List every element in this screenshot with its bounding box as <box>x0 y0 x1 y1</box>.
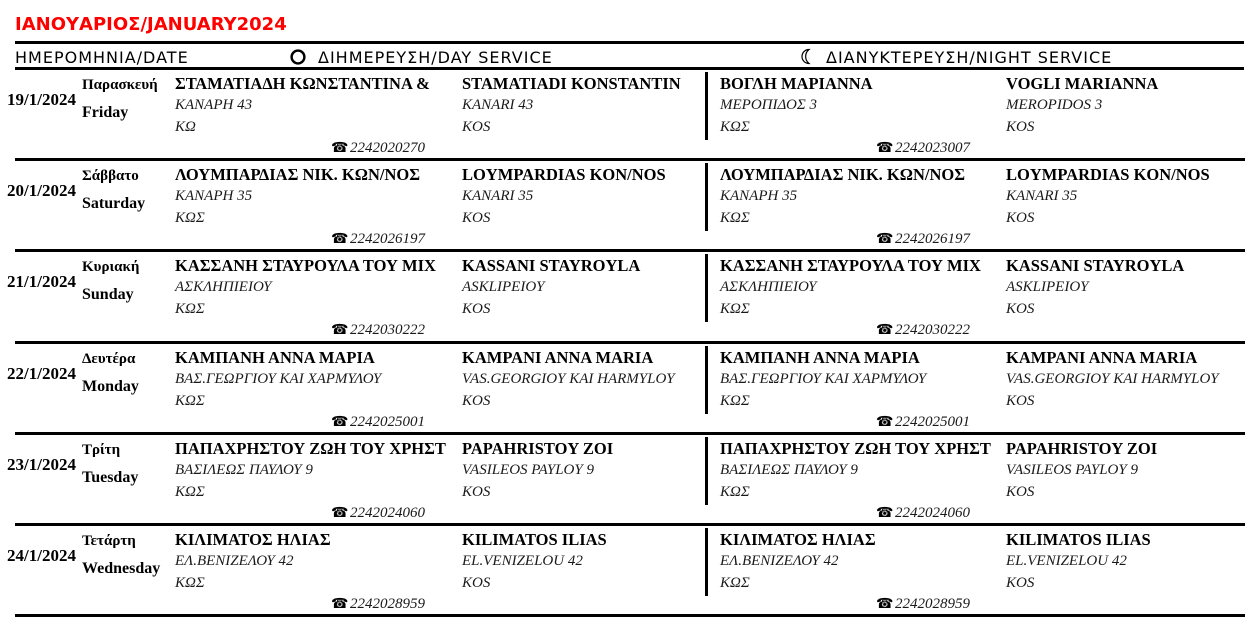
phone-number: 2242030222 <box>895 322 970 339</box>
schedule-table <box>0 70 1257 617</box>
pharmacy-name-greek: ΚΑΜΠΑΝΗ ΑΝΝΑ ΜΑΡΙΑ <box>720 347 920 367</box>
phone-number: 2242020270 <box>350 140 425 156</box>
pharmacy-address-latin: EL.VENIZELOU 42 <box>462 552 583 569</box>
row-separator <box>15 614 1245 617</box>
schedule-row <box>0 70 1257 161</box>
pharmacy-name-latin: PAPAHRISTOY ZOI <box>462 438 614 458</box>
day-service-pharmacy <box>175 344 695 432</box>
pharmacy-phone <box>331 139 425 157</box>
moon-icon <box>799 48 813 65</box>
day-night-divider <box>705 346 708 414</box>
telephone-icon <box>331 139 347 157</box>
telephone-icon <box>876 595 892 613</box>
pharmacy-phone <box>331 504 425 522</box>
pharmacy-city-greek: ΚΩΣ <box>720 392 750 409</box>
weekday-greek: Παρασκευή <box>82 77 158 93</box>
pharmacy-city-latin: KOS <box>462 392 491 409</box>
day-service-header: ΔΙΗΜΕΡΕΥΣΗ/DAY SERVICE <box>318 48 553 67</box>
pharmacy-phone <box>331 595 425 613</box>
pharmacy-name-latin: VOGLI MARIANNA <box>1006 74 1159 93</box>
pharmacy-address-latin: VASILEOS PAYLOY 9 <box>462 461 594 478</box>
telephone-icon <box>331 230 347 248</box>
telephone-icon <box>331 321 347 339</box>
pharmacy-address-greek: ΑΣΚΛΗΠΙΕΙΟΥ <box>720 279 817 296</box>
pharmacy-city-latin: KOS <box>462 210 491 227</box>
pharmacy-city-greek: ΚΩΣ <box>720 119 750 135</box>
schedule-row <box>0 526 1257 617</box>
pharmacy-address-latin: VAS.GEORGIOY KAI HARMYLOY <box>1006 370 1219 387</box>
pharmacy-name-greek: ΛΟΥΜΠΑΡΔΙΑΣ ΝΙΚ. ΚΩΝ/ΝΟΣ <box>175 165 421 185</box>
phone-number: 2242024060 <box>895 504 970 521</box>
pharmacy-name-greek: ΚΑΣΣΑΝΗ ΣΤΑΥΡΟΥΛΑ ΤΟΥ ΜΙΧ <box>720 256 981 276</box>
night-service-pharmacy <box>720 161 1250 249</box>
weekday-english: Monday <box>82 377 139 395</box>
pharmacy-phone <box>876 230 970 248</box>
row-date: 19/1/2024 <box>7 90 76 109</box>
sun-icon <box>290 49 306 65</box>
pharmacy-name-latin: KILIMATOS ILIAS <box>1006 529 1151 549</box>
pharmacy-address-greek: ΑΣΚΛΗΠΙΕΙΟΥ <box>175 279 272 296</box>
pharmacy-address-latin: MEROPIDOS 3 <box>1006 97 1103 113</box>
pharmacy-address-latin: KANARI 35 <box>1006 188 1078 205</box>
page-title: ΙΑΝΟΥΑΡΙΟΣ/JANUARY2024 <box>15 14 287 35</box>
pharmacy-phone <box>876 321 970 339</box>
night-service-pharmacy <box>720 435 1250 523</box>
pharmacy-address-greek: ΒΑΣ.ΓΕΩΡΓΙΟΥ ΚΑΙ ΧΑΡΜΥΛΟΥ <box>175 370 382 387</box>
pharmacy-city-greek: ΚΩΣ <box>720 301 750 318</box>
weekday-english: Tuesday <box>82 468 139 486</box>
row-date: 24/1/2024 <box>7 545 76 565</box>
pharmacy-address-latin: ASKLIPEIOY <box>1006 279 1089 296</box>
weekday-english: Saturday <box>82 195 146 213</box>
telephone-icon <box>876 321 892 339</box>
row-date: 21/1/2024 <box>7 272 76 292</box>
pharmacy-name-latin: PAPAHRISTOY ZOI <box>1006 438 1158 458</box>
row-date: 22/1/2024 <box>7 363 76 383</box>
day-night-divider <box>705 163 708 231</box>
schedule-row <box>0 161 1257 252</box>
pharmacy-name-greek: ΛΟΥΜΠΑΡΔΙΑΣ ΝΙΚ. ΚΩΝ/ΝΟΣ <box>720 165 966 185</box>
phone-number: 2242030222 <box>350 322 425 339</box>
weekday-english: Wednesday <box>82 559 161 577</box>
pharmacy-city-greek: ΚΩΣ <box>720 483 750 500</box>
day-night-divider <box>705 437 708 505</box>
day-service-pharmacy <box>175 435 695 523</box>
day-night-divider <box>705 72 708 140</box>
telephone-icon <box>876 504 892 522</box>
row-date: 23/1/2024 <box>7 454 76 474</box>
weekday-greek: Κυριακή <box>82 259 140 276</box>
header-top-rule <box>15 41 1244 44</box>
weekday-english: Sunday <box>82 286 134 304</box>
pharmacy-address-greek: ΒΑΣΙΛΕΩΣ ΠΑΥΛΟΥ 9 <box>175 461 313 478</box>
schedule-row <box>0 435 1257 526</box>
night-service-pharmacy <box>720 70 1250 158</box>
phone-number: 2242026197 <box>350 231 425 248</box>
pharmacy-city-latin: KOS <box>1006 574 1035 591</box>
pharmacy-name-greek: ΚΙΛΙΜΑΤΟΣ ΗΛΙΑΣ <box>720 529 876 549</box>
pharmacy-name-greek: ΚΑΣΣΑΝΗ ΣΤΑΥΡΟΥΛΑ ΤΟΥ ΜΙΧ <box>175 256 436 276</box>
pharmacy-address-latin: KANARI 43 <box>462 97 534 113</box>
pharmacy-city-latin: KOS <box>1006 210 1035 227</box>
phone-number: 2242025001 <box>895 413 970 430</box>
pharmacy-phone <box>876 139 970 157</box>
day-night-divider <box>705 254 708 322</box>
pharmacy-address-greek: ΒΑΣΙΛΕΩΣ ΠΑΥΛΟΥ 9 <box>720 461 858 478</box>
pharmacy-city-latin: KOS <box>462 301 491 318</box>
day-service-pharmacy <box>175 526 695 614</box>
pharmacy-address-latin: EL.VENIZELOU 42 <box>1006 552 1127 569</box>
pharmacy-address-greek: ΚΑΝΑΡΗ 35 <box>720 188 798 205</box>
pharmacy-name-latin: KAMPANI ANNA MARIA <box>1006 347 1198 367</box>
pharmacy-city-greek: ΚΩΣ <box>720 210 750 227</box>
pharmacy-city-latin: KOS <box>462 119 491 135</box>
pharmacy-city-greek: ΚΩΣ <box>175 574 205 591</box>
row-date: 20/1/2024 <box>7 181 76 201</box>
pharmacy-name-latin: LOYMPARDIAS KON/NOS <box>462 165 666 185</box>
night-service-pharmacy <box>720 252 1250 340</box>
day-night-divider <box>705 528 708 596</box>
pharmacy-phone <box>876 595 970 613</box>
pharmacy-city-greek: ΚΩΣ <box>720 574 750 591</box>
weekday-greek: Τετάρτη <box>82 532 136 549</box>
pharmacy-city-latin: KOS <box>1006 301 1035 318</box>
day-service-pharmacy <box>175 252 695 340</box>
pharmacy-city-greek: ΚΩ <box>175 119 196 135</box>
pharmacy-city-greek: ΚΩΣ <box>175 483 205 500</box>
pharmacy-name-latin: STAMATIADI KONSTANTIN <box>462 74 681 93</box>
pharmacy-address-greek: ΚΑΝΑΡΗ 43 <box>175 97 253 113</box>
night-service-pharmacy <box>720 526 1250 614</box>
schedule-row <box>0 252 1257 343</box>
pharmacy-city-latin: KOS <box>1006 119 1035 135</box>
pharmacy-city-greek: ΚΩΣ <box>175 392 205 409</box>
pharmacy-name-greek: ΒΟΓΛΗ ΜΑΡΙΑΝΝΑ <box>720 74 873 93</box>
pharmacy-city-latin: KOS <box>462 483 491 500</box>
phone-number: 2242025001 <box>350 413 425 430</box>
telephone-icon <box>331 413 347 431</box>
day-service-pharmacy <box>175 161 695 249</box>
pharmacy-phone <box>331 413 425 431</box>
phone-number: 2242028959 <box>350 595 425 612</box>
pharmacy-name-greek: ΣΤΑΜΑΤΙΑΔΗ ΚΩΝΣΤΑΝΤΙΝΑ & <box>175 74 430 93</box>
telephone-icon <box>876 413 892 431</box>
pharmacy-address-greek: ΜΕΡΟΠΙΔΟΣ 3 <box>720 97 817 113</box>
pharmacy-address-latin: VAS.GEORGIOY KAI HARMYLOY <box>462 370 675 387</box>
pharmacy-address-greek: ΕΛ.ΒΕΝΙΖΕΛΟΥ 42 <box>175 552 294 569</box>
weekday-greek: Δευτέρα <box>82 350 136 367</box>
pharmacy-address-latin: KANARI 35 <box>462 188 534 205</box>
telephone-icon <box>876 230 892 248</box>
phone-number: 2242023007 <box>895 140 970 156</box>
pharmacy-address-latin: ASKLIPEIOY <box>462 279 545 296</box>
weekday-greek: Τρίτη <box>82 441 121 458</box>
pharmacy-name-greek: ΠΑΠΑΧΡΗΣΤΟΥ ΖΩΗ ΤΟΥ ΧΡΗΣΤ <box>175 438 446 458</box>
phone-number: 2242026197 <box>895 231 970 248</box>
telephone-icon <box>876 139 892 157</box>
pharmacy-city-latin: KOS <box>1006 483 1035 500</box>
night-service-header: ΔΙΑΝΥΚΤΕΡΕΥΣΗ/NIGHT SERVICE <box>826 48 1113 67</box>
day-service-pharmacy <box>175 70 695 158</box>
phone-number: 2242024060 <box>350 504 425 521</box>
pharmacy-name-latin: KAMPANI ANNA MARIA <box>462 347 654 367</box>
pharmacy-name-greek: ΚΑΜΠΑΝΗ ΑΝΝΑ ΜΑΡΙΑ <box>175 347 375 367</box>
pharmacy-name-latin: KASSANI STAYROYLA <box>1006 256 1185 276</box>
pharmacy-phone <box>331 230 425 248</box>
schedule-row <box>0 344 1257 435</box>
telephone-icon <box>331 504 347 522</box>
pharmacy-city-latin: KOS <box>462 574 491 591</box>
pharmacy-phone <box>876 413 970 431</box>
night-service-pharmacy <box>720 344 1250 432</box>
pharmacy-name-latin: LOYMPARDIAS KON/NOS <box>1006 165 1210 185</box>
pharmacy-name-latin: KASSANI STAYROYLA <box>462 256 641 276</box>
pharmacy-phone <box>876 504 970 522</box>
pharmacy-address-greek: ΕΛ.ΒΕΝΙΖΕΛΟΥ 42 <box>720 552 839 569</box>
pharmacy-address-greek: ΚΑΝΑΡΗ 35 <box>175 188 253 205</box>
pharmacy-name-greek: ΠΑΠΑΧΡΗΣΤΟΥ ΖΩΗ ΤΟΥ ΧΡΗΣΤ <box>720 438 991 458</box>
pharmacy-city-greek: ΚΩΣ <box>175 301 205 318</box>
date-column-header: ΗΜΕΡΟΜΗΝΙΑ/DATE <box>15 48 189 67</box>
pharmacy-city-latin: KOS <box>1006 392 1035 409</box>
weekday-english: Friday <box>82 104 129 121</box>
telephone-icon <box>331 595 347 613</box>
pharmacy-address-greek: ΒΑΣ.ΓΕΩΡΓΙΟΥ ΚΑΙ ΧΑΡΜΥΛΟΥ <box>720 370 927 387</box>
pharmacy-phone <box>331 321 425 339</box>
phone-number: 2242028959 <box>895 595 970 612</box>
pharmacy-name-greek: ΚΙΛΙΜΑΤΟΣ ΗΛΙΑΣ <box>175 529 331 549</box>
pharmacy-address-latin: VASILEOS PAYLOY 9 <box>1006 461 1138 478</box>
pharmacy-city-greek: ΚΩΣ <box>175 210 205 227</box>
weekday-greek: Σάββατο <box>82 168 139 185</box>
pharmacy-name-latin: KILIMATOS ILIAS <box>462 529 607 549</box>
